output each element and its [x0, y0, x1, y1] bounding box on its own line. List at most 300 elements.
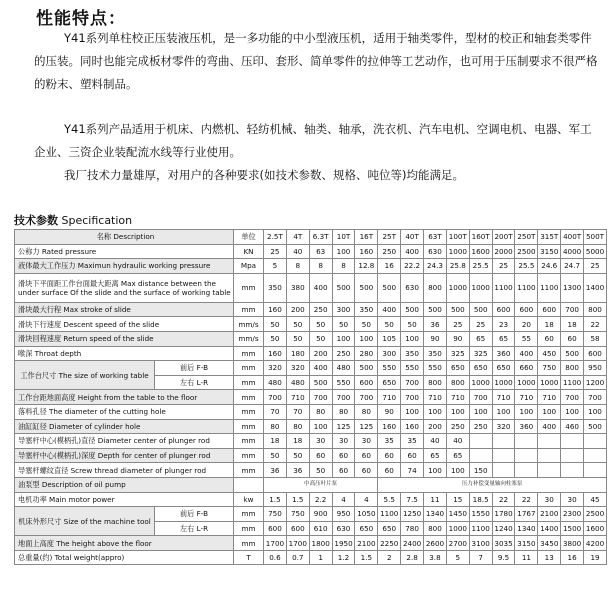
param-name-cell: 导塞杆螺纹直径 Screw thread diameter of plunger rod	[15, 463, 234, 478]
value-cell: 1300	[561, 273, 584, 302]
table-row	[15, 302, 607, 317]
unit-cell: mm	[234, 521, 264, 536]
value-cell: 65	[469, 331, 492, 346]
value-cell: 300	[378, 346, 401, 361]
value-cell: 30	[561, 492, 584, 507]
value-cell: 400	[309, 273, 332, 302]
value-cell: 100	[492, 404, 515, 419]
value-cell: 180	[286, 346, 309, 361]
table-row	[15, 550, 607, 565]
header-name-cell: 名称 Description	[15, 230, 234, 245]
value-cell: 500	[446, 302, 469, 317]
intro-paragraph-1: Y41系列单柱校正压装液压机，是一多功能的中小型液压机，适用于轴类零件，型材的校正和轴套类零件的压装。同时也能完成板材零件的弯曲、压印、套形、简单零件的拉伸等工艺动作，也可用于压制要求不很严格的粉末、塑料制品。	[34, 31, 598, 91]
header-model-cell: 16T	[355, 230, 378, 245]
value-cell: 800	[561, 361, 584, 376]
value-cell: 1400	[538, 521, 561, 536]
value-cell	[492, 463, 515, 478]
sub-name-cell: 左右 L-R	[155, 375, 234, 390]
table-row	[15, 361, 607, 376]
value-cell: 23	[492, 317, 515, 332]
value-cell: 8	[286, 259, 309, 274]
value-cell: 380	[286, 273, 309, 302]
value-cell: 2300	[561, 507, 584, 522]
unit-cell: mm	[234, 404, 264, 419]
param-name-cell: 滑块回程速度 Return speed of the slide	[15, 331, 234, 346]
value-cell: 60	[401, 448, 424, 463]
value-cell: 60	[378, 463, 401, 478]
header-model-cell: 63T	[424, 230, 447, 245]
value-cell: 325	[446, 346, 469, 361]
value-cell: 1450	[446, 507, 469, 522]
value-cell	[538, 448, 561, 463]
group-name-cell: 机床外形尺寸 Size of the machine tool	[15, 507, 155, 536]
value-cell: 25.8	[446, 259, 469, 274]
value-cell: 3035	[492, 536, 515, 551]
value-cell: 2000	[492, 244, 515, 259]
value-cell: 710	[515, 390, 538, 405]
value-cell: 50	[309, 463, 332, 478]
table-row	[15, 419, 607, 434]
header-model-cell: 500T	[584, 230, 607, 245]
value-cell: 70	[264, 404, 287, 419]
value-cell	[584, 448, 607, 463]
value-cell: 4200	[584, 536, 607, 551]
value-cell: 300	[332, 302, 355, 317]
value-cell: 36	[286, 463, 309, 478]
unit-cell: mm	[234, 507, 264, 522]
value-cell	[538, 463, 561, 478]
value-cell: 500	[355, 361, 378, 376]
pump-unit-cell	[234, 477, 264, 492]
table-row	[15, 448, 607, 463]
value-cell: 50	[264, 448, 287, 463]
value-cell: 3450	[538, 536, 561, 551]
sub-name-cell: 左右 L-R	[155, 521, 234, 536]
header-model-cell: 2.5T	[264, 230, 287, 245]
value-cell: 36	[424, 317, 447, 332]
header-model-cell: 200T	[492, 230, 515, 245]
value-cell: 700	[401, 375, 424, 390]
value-cell: 1.5	[264, 492, 287, 507]
value-cell: 200	[286, 302, 309, 317]
value-cell: 40	[424, 434, 447, 449]
value-cell: 1767	[515, 507, 538, 522]
value-cell: 100	[469, 404, 492, 419]
value-cell: 4	[332, 492, 355, 507]
value-cell: 5	[446, 550, 469, 565]
value-cell: 3800	[561, 536, 584, 551]
unit-cell: mm	[234, 273, 264, 302]
value-cell: 1550	[469, 507, 492, 522]
value-cell: 50	[309, 317, 332, 332]
value-cell: 3150	[515, 536, 538, 551]
value-cell	[515, 463, 538, 478]
page-heading: 性能特点：	[36, 9, 126, 29]
value-cell: 160	[264, 302, 287, 317]
value-cell: 550	[378, 361, 401, 376]
value-cell: 1000	[446, 273, 469, 302]
header-model-cell: 400T	[561, 230, 584, 245]
param-name-cell: 地面上高度 The height above the floor	[15, 536, 234, 551]
value-cell: 30	[332, 434, 355, 449]
value-cell: 11	[515, 550, 538, 565]
value-cell: 100	[538, 404, 561, 419]
value-cell: 100	[424, 404, 447, 419]
value-cell: 24.3	[424, 259, 447, 274]
value-cell: 600	[515, 302, 538, 317]
value-cell: 25	[446, 317, 469, 332]
value-cell: 800	[584, 302, 607, 317]
value-cell: 8	[309, 259, 332, 274]
value-cell: 250	[446, 419, 469, 434]
value-cell: 24.7	[561, 259, 584, 274]
value-cell: 1.2	[332, 550, 355, 565]
value-cell: 650	[378, 521, 401, 536]
intro-paragraph-2: Y41系列产品适用于机床、内燃机、轻纺机械、轴类、轴承，洗衣机、汽车电机、空调电机、电器、军工企业、三资企业装配流水线等行业使用。	[34, 122, 592, 159]
param-name-cell: 导塞杆中心(模柄孔)深度 Depth for center of plunger rod	[15, 448, 234, 463]
value-cell: 80	[264, 419, 287, 434]
value-cell: 350	[355, 302, 378, 317]
table-row	[15, 463, 607, 478]
value-cell: 25	[492, 259, 515, 274]
value-cell: 4	[355, 492, 378, 507]
param-name-cell: 滑块下平面距工作台面最大距离 Max distance between the under surface Of the slide and the surface of working table	[15, 273, 234, 302]
spec-table-body	[15, 230, 607, 565]
value-cell	[469, 448, 492, 463]
value-cell: 1800	[309, 536, 332, 551]
value-cell: 800	[424, 521, 447, 536]
value-cell: 16	[378, 259, 401, 274]
value-cell: 1000	[538, 375, 561, 390]
value-cell: 18	[264, 434, 287, 449]
value-cell: 35	[378, 434, 401, 449]
value-cell: 15	[446, 492, 469, 507]
value-cell: 50	[332, 317, 355, 332]
value-cell: 700	[264, 390, 287, 405]
value-cell: 100	[355, 331, 378, 346]
value-cell: 700	[309, 390, 332, 405]
value-cell: 660	[515, 361, 538, 376]
value-cell	[561, 448, 584, 463]
value-cell: 600	[286, 521, 309, 536]
value-cell: 700	[561, 302, 584, 317]
value-cell: 60	[561, 331, 584, 346]
value-cell: 700	[469, 390, 492, 405]
value-cell: 50	[286, 448, 309, 463]
value-cell: 200	[424, 419, 447, 434]
value-cell: 320	[286, 361, 309, 376]
value-cell: 30	[355, 434, 378, 449]
header-model-cell: 315T	[538, 230, 561, 245]
value-cell	[469, 434, 492, 449]
value-cell: 150	[469, 463, 492, 478]
value-cell: 710	[492, 390, 515, 405]
value-cell	[538, 434, 561, 449]
unit-cell: T	[234, 550, 264, 565]
value-cell: 3150	[538, 244, 561, 259]
value-cell: 3100	[469, 536, 492, 551]
value-cell: 800	[446, 375, 469, 390]
value-cell: 11	[424, 492, 447, 507]
value-cell: 50	[309, 331, 332, 346]
value-cell: 7.5	[401, 492, 424, 507]
value-cell: 80	[332, 404, 355, 419]
value-cell: 5000	[584, 244, 607, 259]
value-cell: 700	[355, 390, 378, 405]
value-cell	[584, 463, 607, 478]
value-cell: 650	[469, 361, 492, 376]
unit-cell: mm/s	[234, 331, 264, 346]
pump-left-cell: 中高压叶片泵	[264, 477, 378, 492]
value-cell: 2100	[538, 507, 561, 522]
unit-cell: mm	[234, 302, 264, 317]
value-cell: 24.6	[538, 259, 561, 274]
value-cell: 1100	[378, 507, 401, 522]
value-cell: 800	[424, 273, 447, 302]
value-cell: 50	[355, 317, 378, 332]
value-cell: 950	[584, 361, 607, 376]
value-cell: 750	[264, 507, 287, 522]
value-cell: 100	[515, 404, 538, 419]
value-cell: 600	[492, 302, 515, 317]
value-cell: 400	[378, 302, 401, 317]
value-cell: 9.5	[492, 550, 515, 565]
value-cell: 20	[515, 317, 538, 332]
value-cell: 1000	[515, 375, 538, 390]
value-cell: 160	[401, 419, 424, 434]
value-cell: 30	[538, 492, 561, 507]
value-cell: 800	[424, 375, 447, 390]
table-row	[15, 331, 607, 346]
value-cell: 2.2	[309, 492, 332, 507]
param-name-cell: 油缸缸径 Diameter of cylinder hole	[15, 419, 234, 434]
value-cell: 900	[309, 507, 332, 522]
value-cell: 160	[264, 346, 287, 361]
value-cell: 1000	[469, 273, 492, 302]
value-cell: 400	[515, 346, 538, 361]
unit-cell: mm	[234, 536, 264, 551]
value-cell: 1100	[515, 273, 538, 302]
value-cell: 25.5	[515, 259, 538, 274]
value-cell: 25.5	[469, 259, 492, 274]
value-cell: 700	[561, 390, 584, 405]
value-cell: 700	[584, 390, 607, 405]
value-cell: 100	[401, 404, 424, 419]
value-cell: 1600	[469, 244, 492, 259]
value-cell	[584, 434, 607, 449]
value-cell: 100	[332, 244, 355, 259]
value-cell: 40	[286, 244, 309, 259]
value-cell: 58	[584, 331, 607, 346]
param-name-cell: 电机功率 Main motor power	[15, 492, 234, 507]
value-cell: 1050	[355, 507, 378, 522]
value-cell: 1.5	[286, 492, 309, 507]
intro-paragraph-3: 我厂技术力量雄厚，对用户的各种要求(如技术参数、规格、吨位等)均能满足。	[64, 168, 464, 182]
header-model-cell: 160T	[469, 230, 492, 245]
value-cell: 2.8	[401, 550, 424, 565]
value-cell: 12.8	[355, 259, 378, 274]
value-cell: 5	[264, 259, 287, 274]
value-cell: 18	[538, 317, 561, 332]
value-cell: 600	[584, 346, 607, 361]
value-cell: 480	[332, 361, 355, 376]
unit-cell: kw	[234, 492, 264, 507]
value-cell: 100	[332, 331, 355, 346]
unit-cell: mm	[234, 375, 264, 390]
header-model-cell: 100T	[446, 230, 469, 245]
value-cell: 550	[401, 361, 424, 376]
value-cell: 460	[561, 419, 584, 434]
spec-table	[14, 229, 607, 565]
value-cell: 65	[446, 448, 469, 463]
value-cell: 13	[538, 550, 561, 565]
value-cell: 65	[424, 448, 447, 463]
sub-name-cell: 前后 F-B	[155, 361, 234, 376]
value-cell: 500	[469, 302, 492, 317]
value-cell: 60	[332, 448, 355, 463]
value-cell: 360	[492, 346, 515, 361]
header-model-cell: 40T	[401, 230, 424, 245]
value-cell: 2250	[378, 536, 401, 551]
value-cell: 80	[286, 419, 309, 434]
value-cell: 5.5	[378, 492, 401, 507]
value-cell: 80	[355, 404, 378, 419]
table-row	[15, 346, 607, 361]
value-cell: 600	[538, 302, 561, 317]
value-cell: 100	[446, 404, 469, 419]
value-cell: 350	[264, 273, 287, 302]
value-cell: 100	[446, 463, 469, 478]
value-cell: 74	[401, 463, 424, 478]
unit-cell: mm	[234, 463, 264, 478]
param-name-cell: 喉深 Throat depth	[15, 346, 234, 361]
param-name-cell: 滑块最大行程 Max stroke of slide	[15, 302, 234, 317]
value-cell: 325	[469, 346, 492, 361]
value-cell: 1000	[446, 244, 469, 259]
value-cell: 7	[469, 550, 492, 565]
unit-cell: mm	[234, 434, 264, 449]
value-cell	[561, 434, 584, 449]
value-cell: 710	[424, 390, 447, 405]
value-cell: 320	[264, 361, 287, 376]
value-cell: 100	[424, 463, 447, 478]
value-cell: 2500	[584, 507, 607, 522]
value-cell: 2700	[446, 536, 469, 551]
value-cell: 1950	[332, 536, 355, 551]
value-cell: 70	[286, 404, 309, 419]
value-cell: 710	[446, 390, 469, 405]
value-cell: 3.8	[424, 550, 447, 565]
value-cell: 55	[515, 331, 538, 346]
value-cell: 500	[309, 375, 332, 390]
value-cell: 650	[378, 375, 401, 390]
value-cell: 22.2	[401, 259, 424, 274]
pump-name-cell: 油泵型 Description of oil pump	[15, 477, 234, 492]
param-name-cell: 落料孔径 The diameter of the cutting hole	[15, 404, 234, 419]
table-row	[15, 434, 607, 449]
value-cell: 90	[446, 331, 469, 346]
value-cell: 18	[561, 317, 584, 332]
value-cell: 400	[538, 419, 561, 434]
value-cell: 1100	[538, 273, 561, 302]
value-cell: 630	[424, 244, 447, 259]
header-model-cell: 250T	[515, 230, 538, 245]
value-cell: 630	[401, 273, 424, 302]
value-cell: 25	[584, 259, 607, 274]
unit-cell: Mpa	[234, 259, 264, 274]
value-cell: 2400	[401, 536, 424, 551]
value-cell	[492, 434, 515, 449]
value-cell: 250	[309, 302, 332, 317]
table-row	[15, 230, 607, 245]
value-cell: 1100	[561, 375, 584, 390]
value-cell: 8	[332, 259, 355, 274]
value-cell: 90	[378, 404, 401, 419]
value-cell: 19	[584, 550, 607, 565]
value-cell: 500	[332, 273, 355, 302]
table-row	[15, 317, 607, 332]
value-cell: 1500	[561, 521, 584, 536]
value-cell: 1100	[492, 273, 515, 302]
value-cell: 25	[469, 317, 492, 332]
value-cell: 50	[286, 331, 309, 346]
param-name-cell: 工作台距地面高度 Height from the table to the floor	[15, 390, 234, 405]
value-cell: 60	[355, 463, 378, 478]
value-cell: 650	[492, 361, 515, 376]
value-cell: 500	[561, 346, 584, 361]
table-row	[15, 492, 607, 507]
pump-right-cell: 压力补偿变量轴向柱塞泵	[378, 477, 607, 492]
value-cell: 50	[286, 317, 309, 332]
value-cell: 2	[378, 550, 401, 565]
value-cell: 2600	[424, 536, 447, 551]
value-cell: 30	[309, 434, 332, 449]
table-row	[15, 259, 607, 274]
value-cell: 50	[264, 331, 287, 346]
value-cell: 600	[355, 375, 378, 390]
value-cell: 250	[332, 346, 355, 361]
value-cell: 60	[538, 331, 561, 346]
value-cell: 0.6	[264, 550, 287, 565]
value-cell: 22	[515, 492, 538, 507]
value-cell: 1400	[584, 273, 607, 302]
param-name-cell: 导塞杆中心(模柄孔)直径 Diameter center of plunger rod	[15, 434, 234, 449]
value-cell: 60	[309, 448, 332, 463]
value-cell: 780	[401, 521, 424, 536]
value-cell: 320	[492, 419, 515, 434]
value-cell: 50	[378, 317, 401, 332]
table-row	[15, 244, 607, 259]
value-cell: 350	[424, 346, 447, 361]
value-cell: 1700	[286, 536, 309, 551]
value-cell: 480	[264, 375, 287, 390]
value-cell: 650	[355, 521, 378, 536]
unit-cell: mm	[234, 390, 264, 405]
value-cell: 50	[401, 317, 424, 332]
value-cell: 500	[401, 302, 424, 317]
value-cell: 0.7	[286, 550, 309, 565]
unit-cell: mm/s	[234, 317, 264, 332]
value-cell: 125	[332, 419, 355, 434]
value-cell: 63	[309, 244, 332, 259]
value-cell: 500	[355, 273, 378, 302]
value-cell: 1.5	[355, 550, 378, 565]
table-row	[15, 477, 607, 492]
value-cell: 4000	[561, 244, 584, 259]
value-cell: 360	[515, 419, 538, 434]
value-cell: 950	[332, 507, 355, 522]
value-cell: 25	[264, 244, 287, 259]
